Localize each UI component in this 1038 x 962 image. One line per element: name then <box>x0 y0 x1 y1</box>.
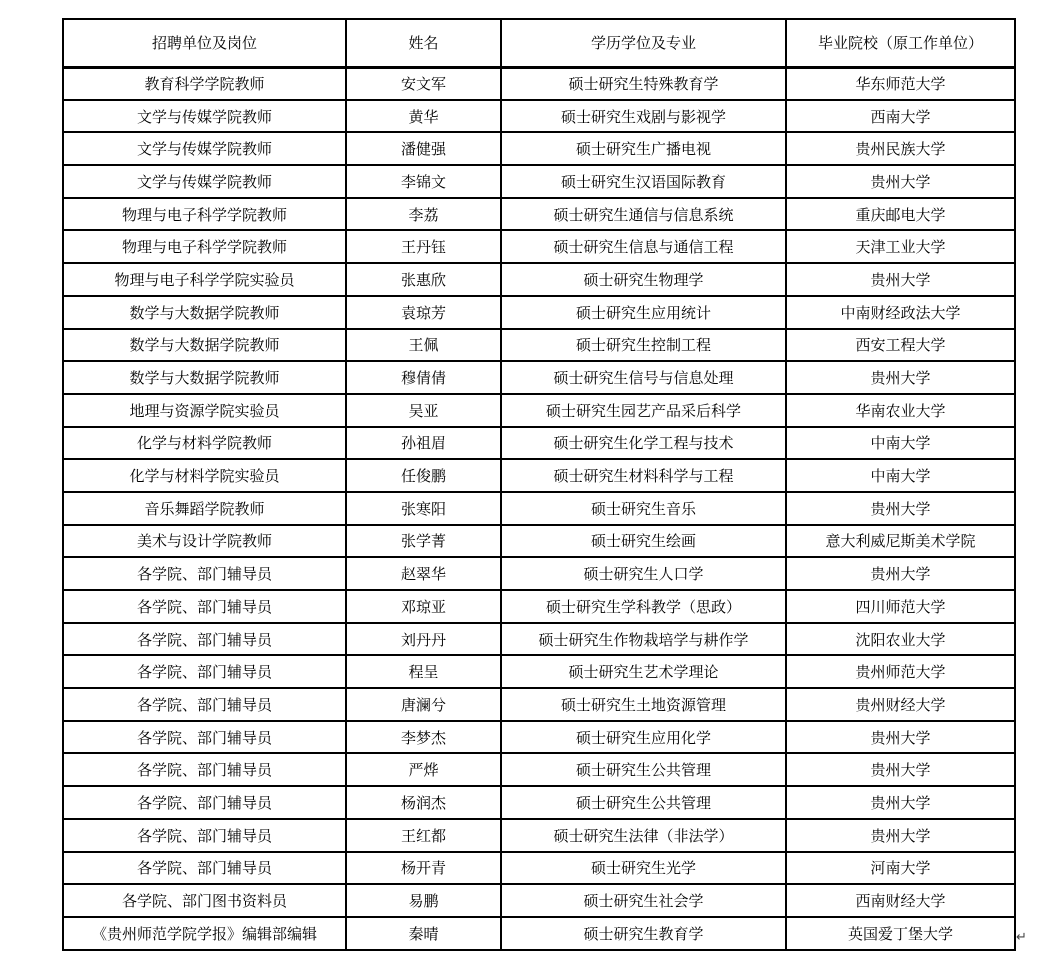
table-cell: 硕士研究生应用化学 <box>501 721 786 754</box>
table-cell: 数学与大数据学院教师 <box>63 361 346 394</box>
table-row <box>63 688 1015 721</box>
table-row <box>63 753 1015 786</box>
table-cell: 硕士研究生信号与信息处理 <box>501 361 786 394</box>
table-cell: 数学与大数据学院教师 <box>63 329 346 362</box>
table-cell: 各学院、部门图书资料员 <box>63 884 346 917</box>
table-cell: 地理与资源学院实验员 <box>63 394 346 427</box>
header-cell-unit-position: 招聘单位及岗位 <box>63 19 346 67</box>
table-cell: 各学院、部门辅导员 <box>63 623 346 656</box>
table-cell: 袁琼芳 <box>346 296 501 329</box>
table-cell: 硕士研究生法律（非法学） <box>501 819 786 852</box>
table-row <box>63 884 1015 917</box>
table-cell: 中南大学 <box>786 427 1015 460</box>
table-cell: 各学院、部门辅导员 <box>63 557 346 590</box>
table-cell: 贵州大学 <box>786 165 1015 198</box>
table-row <box>63 590 1015 623</box>
header-cell-degree-major: 学历学位及专业 <box>501 19 786 67</box>
table-cell: 硕士研究生园艺产品采后科学 <box>501 394 786 427</box>
table-cell: 华南农业大学 <box>786 394 1015 427</box>
header-cell-graduation-school: 毕业院校（原工作单位） <box>786 19 1015 67</box>
table-cell: 贵州财经大学 <box>786 688 1015 721</box>
table-cell: 各学院、部门辅导员 <box>63 721 346 754</box>
table-row <box>63 492 1015 525</box>
table-cell: 张寒阳 <box>346 492 501 525</box>
table-cell: 严烨 <box>346 753 501 786</box>
table-cell: 各学院、部门辅导员 <box>63 819 346 852</box>
table-cell: 化学与材料学院教师 <box>63 427 346 460</box>
table-cell: 贵州大学 <box>786 492 1015 525</box>
table-cell: 硕士研究生音乐 <box>501 492 786 525</box>
table-cell: 硕士研究生应用统计 <box>501 296 786 329</box>
table-cell: 文学与传媒学院教师 <box>63 165 346 198</box>
table-cell: 数学与大数据学院教师 <box>63 296 346 329</box>
table-row <box>63 819 1015 852</box>
table-cell: 杨润杰 <box>346 786 501 819</box>
table-cell: 西南大学 <box>786 100 1015 133</box>
table-cell: 张学菁 <box>346 525 501 558</box>
table-row <box>63 132 1015 165</box>
table-cell: 贵州大学 <box>786 557 1015 590</box>
table-cell: 西安工程大学 <box>786 329 1015 362</box>
table-cell: 沈阳农业大学 <box>786 623 1015 656</box>
table-cell: 贵州师范大学 <box>786 655 1015 688</box>
table-row <box>63 917 1015 950</box>
recruitment-table <box>62 18 1016 951</box>
table-cell: 硕士研究生控制工程 <box>501 329 786 362</box>
table-cell: 李锦文 <box>346 165 501 198</box>
table-cell: 各学院、部门辅导员 <box>63 688 346 721</box>
recruitment-table-container <box>62 18 1016 951</box>
table-cell: 贵州大学 <box>786 361 1015 394</box>
table-cell: 硕士研究生材料科学与工程 <box>501 459 786 492</box>
table-cell: 安文军 <box>346 67 501 100</box>
table-row <box>63 655 1015 688</box>
table-cell: 孙祖眉 <box>346 427 501 460</box>
table-cell: 硕士研究生汉语国际教育 <box>501 165 786 198</box>
table-row <box>63 557 1015 590</box>
table-cell: 任俊鹏 <box>346 459 501 492</box>
table-row <box>63 67 1015 100</box>
table-cell: 王丹钰 <box>346 230 501 263</box>
table-cell: 天津工业大学 <box>786 230 1015 263</box>
table-cell: 物理与电子科学学院教师 <box>63 198 346 231</box>
table-row <box>63 721 1015 754</box>
table-cell: 硕士研究生公共管理 <box>501 753 786 786</box>
table-row <box>63 230 1015 263</box>
table-cell: 中南大学 <box>786 459 1015 492</box>
table-row <box>63 198 1015 231</box>
table-cell: 四川师范大学 <box>786 590 1015 623</box>
table-cell: 贵州大学 <box>786 263 1015 296</box>
table-cell: 教育科学学院教师 <box>63 67 346 100</box>
table-cell: 吴亚 <box>346 394 501 427</box>
table-cell: 秦晴 <box>346 917 501 950</box>
table-cell: 刘丹丹 <box>346 623 501 656</box>
table-row <box>63 525 1015 558</box>
table-cell: 硕士研究生绘画 <box>501 525 786 558</box>
table-row <box>63 786 1015 819</box>
table-cell: 贵州大学 <box>786 786 1015 819</box>
table-cell: 各学院、部门辅导员 <box>63 590 346 623</box>
table-cell: 重庆邮电大学 <box>786 198 1015 231</box>
table-cell: 各学院、部门辅导员 <box>63 753 346 786</box>
table-cell: 王佩 <box>346 329 501 362</box>
table-cell: 硕士研究生化学工程与技术 <box>501 427 786 460</box>
table-cell: 各学院、部门辅导员 <box>63 786 346 819</box>
table-cell: 文学与传媒学院教师 <box>63 100 346 133</box>
table-row <box>63 459 1015 492</box>
table-cell: 邓琼亚 <box>346 590 501 623</box>
table-row <box>63 394 1015 427</box>
table-row <box>63 165 1015 198</box>
table-row <box>63 623 1015 656</box>
table-cell: 李荔 <box>346 198 501 231</box>
table-cell: 西南财经大学 <box>786 884 1015 917</box>
table-cell: 唐澜兮 <box>346 688 501 721</box>
table-cell: 硕士研究生学科教学（思政） <box>501 590 786 623</box>
table-row <box>63 296 1015 329</box>
table-cell: 物理与电子科学学院实验员 <box>63 263 346 296</box>
table-cell: 贵州大学 <box>786 753 1015 786</box>
table-cell: 硕士研究生公共管理 <box>501 786 786 819</box>
table-cell: 赵翠华 <box>346 557 501 590</box>
table-cell: 李梦杰 <box>346 721 501 754</box>
table-cell: 中南财经政法大学 <box>786 296 1015 329</box>
table-cell: 物理与电子科学学院教师 <box>63 230 346 263</box>
table-cell: 硕士研究生信息与通信工程 <box>501 230 786 263</box>
header-cell-name: 姓名 <box>346 19 501 67</box>
table-cell: 硕士研究生教育学 <box>501 917 786 950</box>
table-row <box>63 427 1015 460</box>
table-cell: 穆倩倩 <box>346 361 501 394</box>
table-row <box>63 361 1015 394</box>
table-cell: 硕士研究生艺术学理论 <box>501 655 786 688</box>
header-row <box>63 19 1015 67</box>
table-cell: 各学院、部门辅导员 <box>63 852 346 885</box>
table-cell: 硕士研究生特殊教育学 <box>501 67 786 100</box>
table-cell: 硕士研究生土地资源管理 <box>501 688 786 721</box>
table-row <box>63 329 1015 362</box>
table-body <box>63 67 1015 950</box>
table-cell: 硕士研究生广播电视 <box>501 132 786 165</box>
table-cell: 硕士研究生作物栽培学与耕作学 <box>501 623 786 656</box>
table-cell: 意大利威尼斯美术学院 <box>786 525 1015 558</box>
table-cell: 美术与设计学院教师 <box>63 525 346 558</box>
table-cell: 音乐舞蹈学院教师 <box>63 492 346 525</box>
table-cell: 黄华 <box>346 100 501 133</box>
table-cell: 硕士研究生戏剧与影视学 <box>501 100 786 133</box>
table-cell: 贵州民族大学 <box>786 132 1015 165</box>
table-cell: 英国爱丁堡大学 <box>786 917 1015 950</box>
table-cell: 贵州大学 <box>786 819 1015 852</box>
table-cell: 河南大学 <box>786 852 1015 885</box>
table-cell: 硕士研究生人口学 <box>501 557 786 590</box>
table-row <box>63 263 1015 296</box>
table-cell: 贵州大学 <box>786 721 1015 754</box>
table-cell: 硕士研究生社会学 <box>501 884 786 917</box>
table-cell: 杨开青 <box>346 852 501 885</box>
paragraph-mark: ↵ <box>1016 930 1027 945</box>
table-cell: 《贵州师范学院学报》编辑部编辑 <box>63 917 346 950</box>
table-cell: 各学院、部门辅导员 <box>63 655 346 688</box>
table-cell: 王红都 <box>346 819 501 852</box>
table-cell: 程呈 <box>346 655 501 688</box>
table-cell: 硕士研究生光学 <box>501 852 786 885</box>
table-cell: 华东师范大学 <box>786 67 1015 100</box>
table-row <box>63 852 1015 885</box>
table-cell: 张惠欣 <box>346 263 501 296</box>
table-cell: 硕士研究生物理学 <box>501 263 786 296</box>
table-row <box>63 100 1015 133</box>
table-cell: 硕士研究生通信与信息系统 <box>501 198 786 231</box>
table-cell: 潘健强 <box>346 132 501 165</box>
table-cell: 易鹏 <box>346 884 501 917</box>
table-cell: 文学与传媒学院教师 <box>63 132 346 165</box>
table-cell: 化学与材料学院实验员 <box>63 459 346 492</box>
